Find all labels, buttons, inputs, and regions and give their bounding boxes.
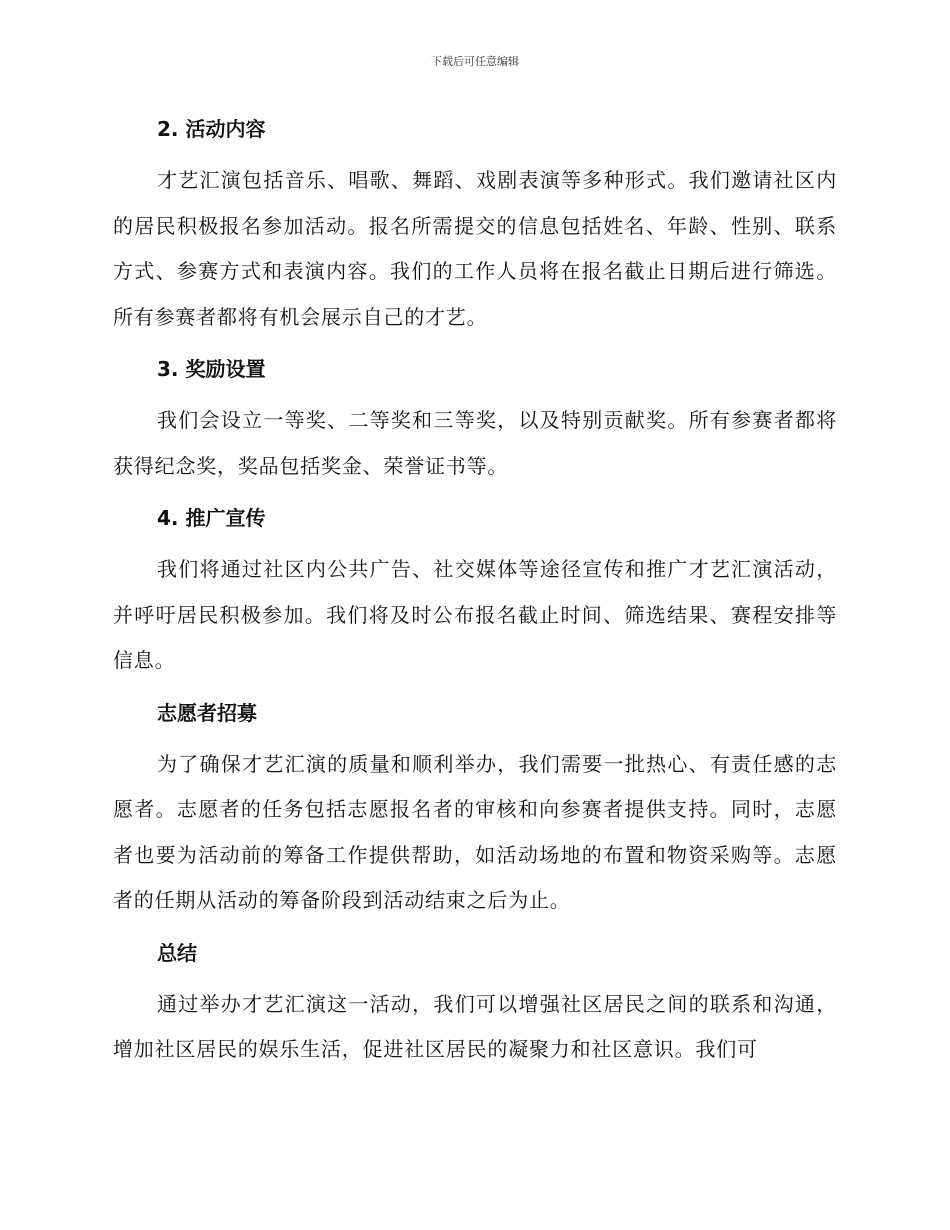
section-paragraph: 为了确保才艺汇演的质量和顺利举办，我们需要一批热心、有责任感的志愿者。志愿者的任务包括志愿报名者的审核和向参赛者提供支持。同时，志愿者也要为活动前的筹备工作提供帮助，如活动场地的布置和物资采购等。志愿者的任期从活动的筹备阶段到活动结束之后为止。 <box>113 751 837 912</box>
section-volunteer-recruitment <box>113 692 837 924</box>
section-activity-content <box>113 108 837 340</box>
section-heading: 总结 <box>157 940 197 965</box>
section-paragraph: 我们会设立一等奖、二等奖和三等奖，以及特别贡献奖。所有参赛者都将获得纪念奖，奖品包括奖金、荣誉证书等。 <box>113 408 837 478</box>
section-paragraph: 才艺汇演包括音乐、唱歌、舞蹈、戏剧表演等多种形式。我们邀请社区内的居民积极报名参加活动。报名所需提交的信息包括姓名、年龄、性别、联系方式、参赛方式和表演内容。我们的工作人员将在报名截止日期后进行筛选。所有参赛者都将有机会展示自己的才艺。 <box>113 168 837 329</box>
section-heading: 志愿者招募 <box>157 700 257 725</box>
section-summary <box>113 932 837 1073</box>
section-heading: 3. 奖励设置 <box>157 357 266 381</box>
section-heading: 2. 活动内容 <box>157 117 266 141</box>
section-awards <box>113 348 837 489</box>
section-heading: 4. 推广宣传 <box>157 506 266 530</box>
section-promotion <box>113 497 837 684</box>
document-body <box>113 108 837 1073</box>
section-paragraph: 我们将通过社区内公共广告、社交媒体等途径宣传和推广才艺汇演活动，并呼吁居民积极参加。我们将及时公布报名截止时间、筛选结果、赛程安排等信息。 <box>113 557 837 672</box>
section-paragraph: 通过举办才艺汇演这一活动，我们可以增强社区居民之间的联系和沟通，增加社区居民的娱乐生活，促进社区居民的凝聚力和社区意识。我们可 <box>113 991 837 1061</box>
page-header: 下载后可任意编辑 <box>431 55 519 68</box>
